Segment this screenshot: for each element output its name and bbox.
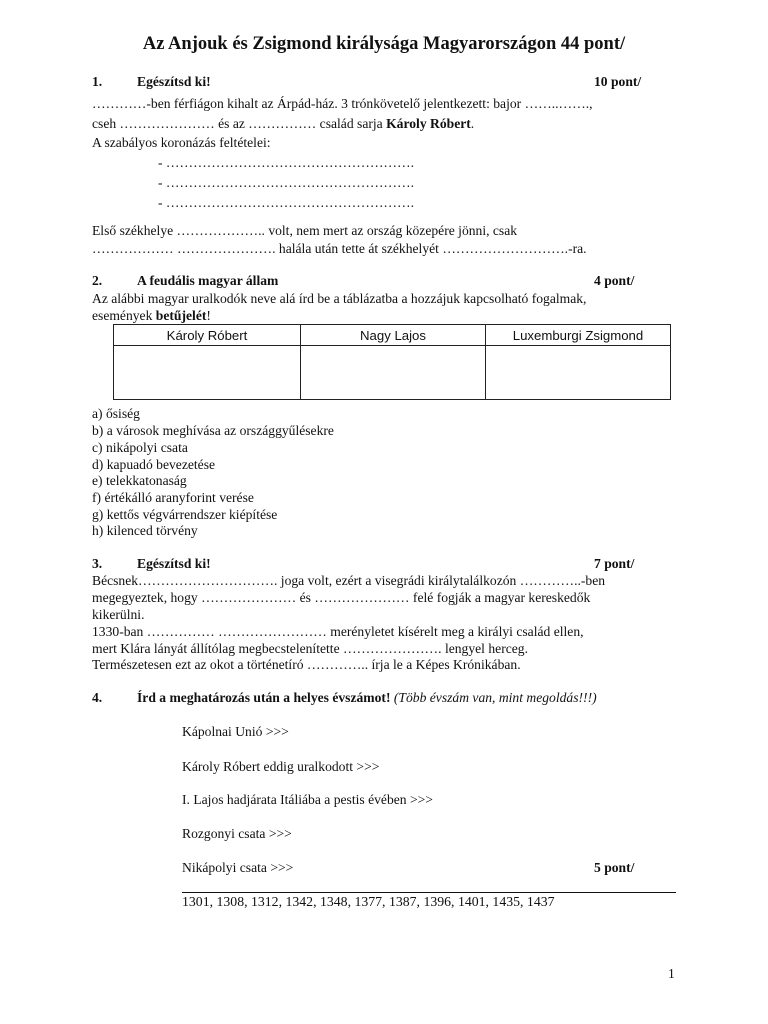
section-1-line-3: A szabályos koronázás feltételei: <box>92 135 271 150</box>
question-karoly-robert-reign: Károly Róbert eddig uralkodott >>> <box>182 759 380 774</box>
section-2-line-2-end: ! <box>206 308 211 323</box>
column-karoly-robert: Károly Róbert <box>114 325 301 346</box>
section-4-points: 5 pont/ <box>594 860 635 875</box>
list-item: e) telekkatonaság <box>92 473 187 488</box>
section-3-line-1: Bécsnek…………………………. joga volt, ezért a visegrádi királytalálkozón …………..-ben <box>92 573 606 588</box>
rulers-table-answer-row <box>114 346 671 400</box>
section-1-line-4: Első székhelye ……………….. volt, nem mert az ország közepére jönni, csak <box>92 223 518 238</box>
page-title: Az Anjouk és Zsigmond királysága Magyarországon 44 pont/ <box>142 34 626 54</box>
column-luxemburgi-zsigmond: Luxemburgi Zsigmond <box>486 325 671 346</box>
section-1-line-2 <box>92 116 474 132</box>
year-options: 1301, 1308, 1312, 1342, 1348, 1377, 1387, 1396, 1401, 1435, 1437 <box>182 894 555 909</box>
section-2-line-2 <box>92 308 211 324</box>
list-item: f) értékálló aranyforint verése <box>92 490 254 505</box>
list-item: g) kettős végvárrendszer kiépítése <box>92 507 278 522</box>
question-nikapolyi-csata: Nikápolyi csata >>> <box>182 860 294 875</box>
list-item: a) ősiség <box>92 406 140 421</box>
section-3-line-3: kikerülni. <box>92 607 145 622</box>
question-lajos-italy-campaign: I. Lajos hadjárata Itáliába a pestis évében >>> <box>182 792 433 807</box>
section-3-line-2: megegyeztek, hogy ………………… és ………………… felé fogják a magyar kereskedők <box>92 590 591 605</box>
page-number: 1 <box>668 966 675 981</box>
answer-cell-karoly-robert[interactable] <box>114 346 301 400</box>
section-4-heading-text: Írd a meghatározás után a helyes évszámot! <box>137 690 391 705</box>
section-3-line-6: Természetesen ezt az okot a történetíró ………….. írja le a Képes Krónikában. <box>92 657 521 672</box>
section-2-heading: A feudális magyar állam <box>137 273 279 288</box>
coronation-condition-2: - ………………………………………………. <box>158 175 415 190</box>
list-item: h) kilenced törvény <box>92 523 198 538</box>
section-4-heading <box>137 690 597 706</box>
section-1-line-2-end: . <box>470 116 475 131</box>
section-3-line-5: mert Klára lányát állítólag megbecstelenítette …………………. lengyel herceg. <box>92 641 528 656</box>
section-2-points: 4 pont/ <box>594 273 635 288</box>
list-item: b) a városok meghívása az országgyűlésekre <box>92 423 334 438</box>
rulers-table-header <box>114 325 671 346</box>
section-1-line-2-text: cseh ………………… és az …………… család sarja <box>92 116 387 131</box>
section-1-heading: Egészítsd ki! <box>137 74 211 89</box>
answer-cell-nagy-lajos[interactable] <box>301 346 486 400</box>
karoly-robert-bold: Károly Róbert <box>386 116 471 131</box>
section-3-heading: Egészítsd ki! <box>137 556 211 571</box>
list-item: d) kapuadó bevezetése <box>92 457 216 472</box>
coronation-condition-1: - ………………………………………………. <box>158 155 415 170</box>
section-2-line-1: Az alábbi magyar uralkodók neve alá írd be a táblázatba a hozzájuk kapcsolható fogalmak, <box>92 291 587 306</box>
section-1-line-1: …………-ben férfiágon kihalt az Árpád-ház. 3 trónkövetelő jelentkezett: bajor ……..……., <box>92 96 593 111</box>
coronation-condition-3: - ………………………………………………. <box>158 195 415 210</box>
answer-divider-line <box>182 892 676 893</box>
question-kapolnai-unio: Kápolnai Unió >>> <box>182 724 289 739</box>
section-3-number: 3. <box>92 556 103 571</box>
section-2-number: 2. <box>92 273 103 288</box>
section-4-note: (Több évszám van, mint megoldás!!!) <box>390 690 597 705</box>
section-4-number: 4. <box>92 690 103 705</box>
rulers-table <box>113 324 671 400</box>
column-nagy-lajos: Nagy Lajos <box>301 325 486 346</box>
answer-cell-luxemburgi-zsigmond[interactable] <box>486 346 671 400</box>
section-2-line-2-text: események <box>92 308 156 323</box>
section-3-line-4: 1330-ban …………… …………………… merényletet kísérelt meg a királyi család ellen, <box>92 624 584 639</box>
list-item: c) nikápolyi csata <box>92 440 188 455</box>
betujelet-bold: betűjelét <box>155 308 207 323</box>
section-1-line-5: ……………… …………………. halála után tette át székhelyét ……………………….-ra. <box>92 241 587 256</box>
section-1-number: 1. <box>92 74 103 89</box>
section-1-points: 10 pont/ <box>594 74 642 89</box>
section-3-points: 7 pont/ <box>594 556 635 571</box>
question-rozgonyi-csata: Rozgonyi csata >>> <box>182 826 292 841</box>
